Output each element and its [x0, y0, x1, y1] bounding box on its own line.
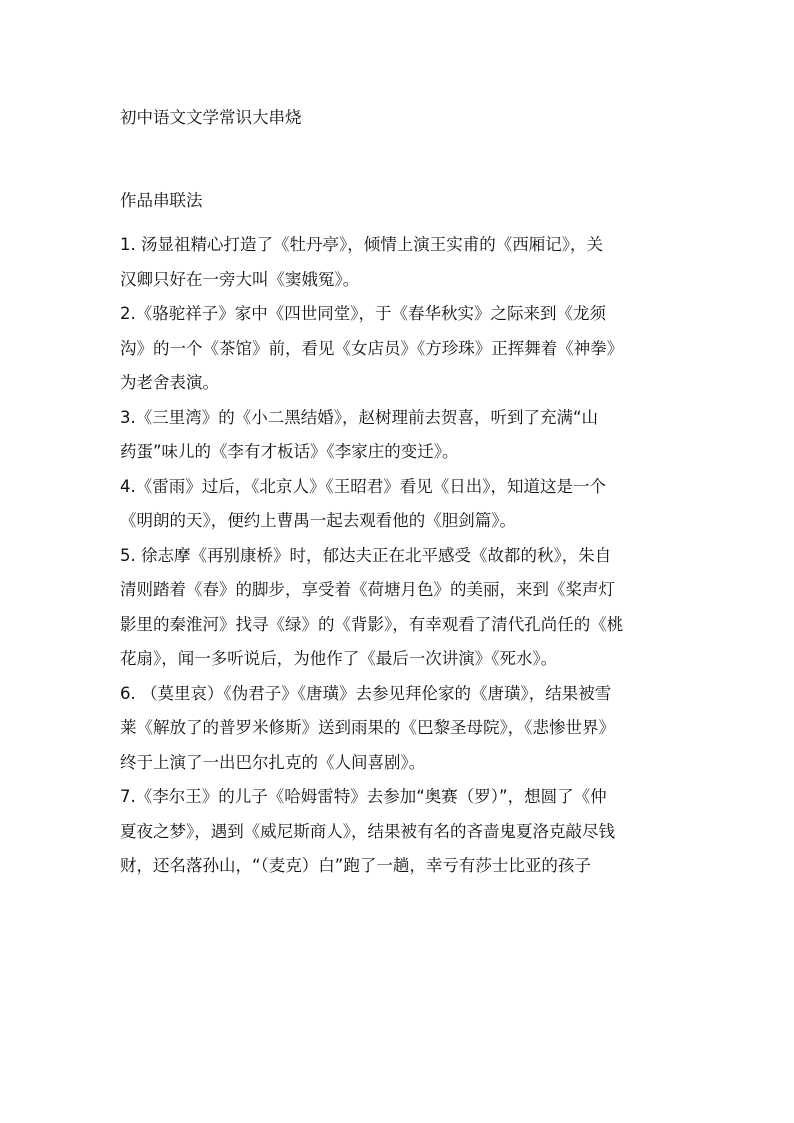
paragraph-1	[120, 228, 680, 297]
paragraph-3	[120, 401, 680, 470]
text-line: 清则踏着《春》的脚步，享受着《荷塘月色》的美丽，来到《桨声灯	[120, 580, 615, 599]
text-line: 汉卿只好在一旁大叫《窦娥冤》。	[120, 269, 360, 289]
text-line: 财，还名落孙山，“（麦克）白”跑了一趟，幸亏有莎士比亚的孩子	[120, 856, 591, 875]
text-line: 影里的秦淮河》找寻《绿》的《背影》，有幸观看了清代孔尚任的《桃	[120, 614, 624, 634]
text-line: 6. （莫里哀）《伪君子》《唐璜》去参见拜伦家的《唐璜》，结果被雪	[120, 683, 612, 703]
paragraph-4	[120, 470, 680, 539]
text-line: 终于上演了一出巴尔扎克的《人间喜剧》。	[120, 752, 426, 772]
paragraph-7	[120, 780, 680, 884]
text-line: 5. 徐志摩《再别康桥》时，郁达夫正在北平感受《故都的秋》，朱自	[120, 545, 612, 565]
text-line: 4.《雷雨》过后，《北京人》《王昭君》看见《日出》，知道这是一个	[120, 476, 606, 496]
document-body	[120, 228, 680, 884]
document-title: 初中语文文学常识大串烧	[120, 108, 302, 127]
paragraph-2	[120, 297, 680, 401]
text-line: 莱《解放了的普罗米修斯》送到雨果的《巴黎圣母院》，《悲惨世界》	[120, 718, 615, 737]
text-line: 7.《李尔王》的儿子《哈姆雷特》去参加“奥赛（罗）”，想圆了《仲	[120, 787, 607, 806]
text-line: 2.《骆驼祥子》家中《四世同堂》，于《春华秋实》之际来到《龙须	[120, 304, 606, 323]
text-line: 为老舍表演。	[120, 373, 219, 392]
text-line: 1. 汤显祖精心打造了《牡丹亭》，倾情上演王实甫的《西厢记》，关	[120, 235, 603, 254]
section-heading: 作品串联法	[120, 191, 203, 210]
text-line: 《明朗的天》，便约上曹禺一起去观看他的《胆剑篇》。	[120, 511, 516, 530]
text-line: 3.《三里湾》的《小二黑结婚》，赵树理前去贺喜，听到了充满“山	[120, 407, 599, 427]
text-line: 夏夜之梦》，遇到《威尼斯商人》，结果被有名的吝啬鬼夏洛克敲尽钱	[120, 821, 615, 841]
paragraph-5	[120, 539, 680, 677]
text-line: 沟》的一个《茶馆》前，看见《女店员》《方珍珠》正挥舞着《神拳》	[120, 338, 624, 358]
paragraph-6	[120, 677, 680, 781]
text-line: 药蛋”味儿的《李有才板话》《李家庄的变迁》。	[120, 442, 459, 461]
text-line: 花扇》，闻一多听说后，为他作了《最后一次讲演》《死水》。	[120, 649, 558, 668]
